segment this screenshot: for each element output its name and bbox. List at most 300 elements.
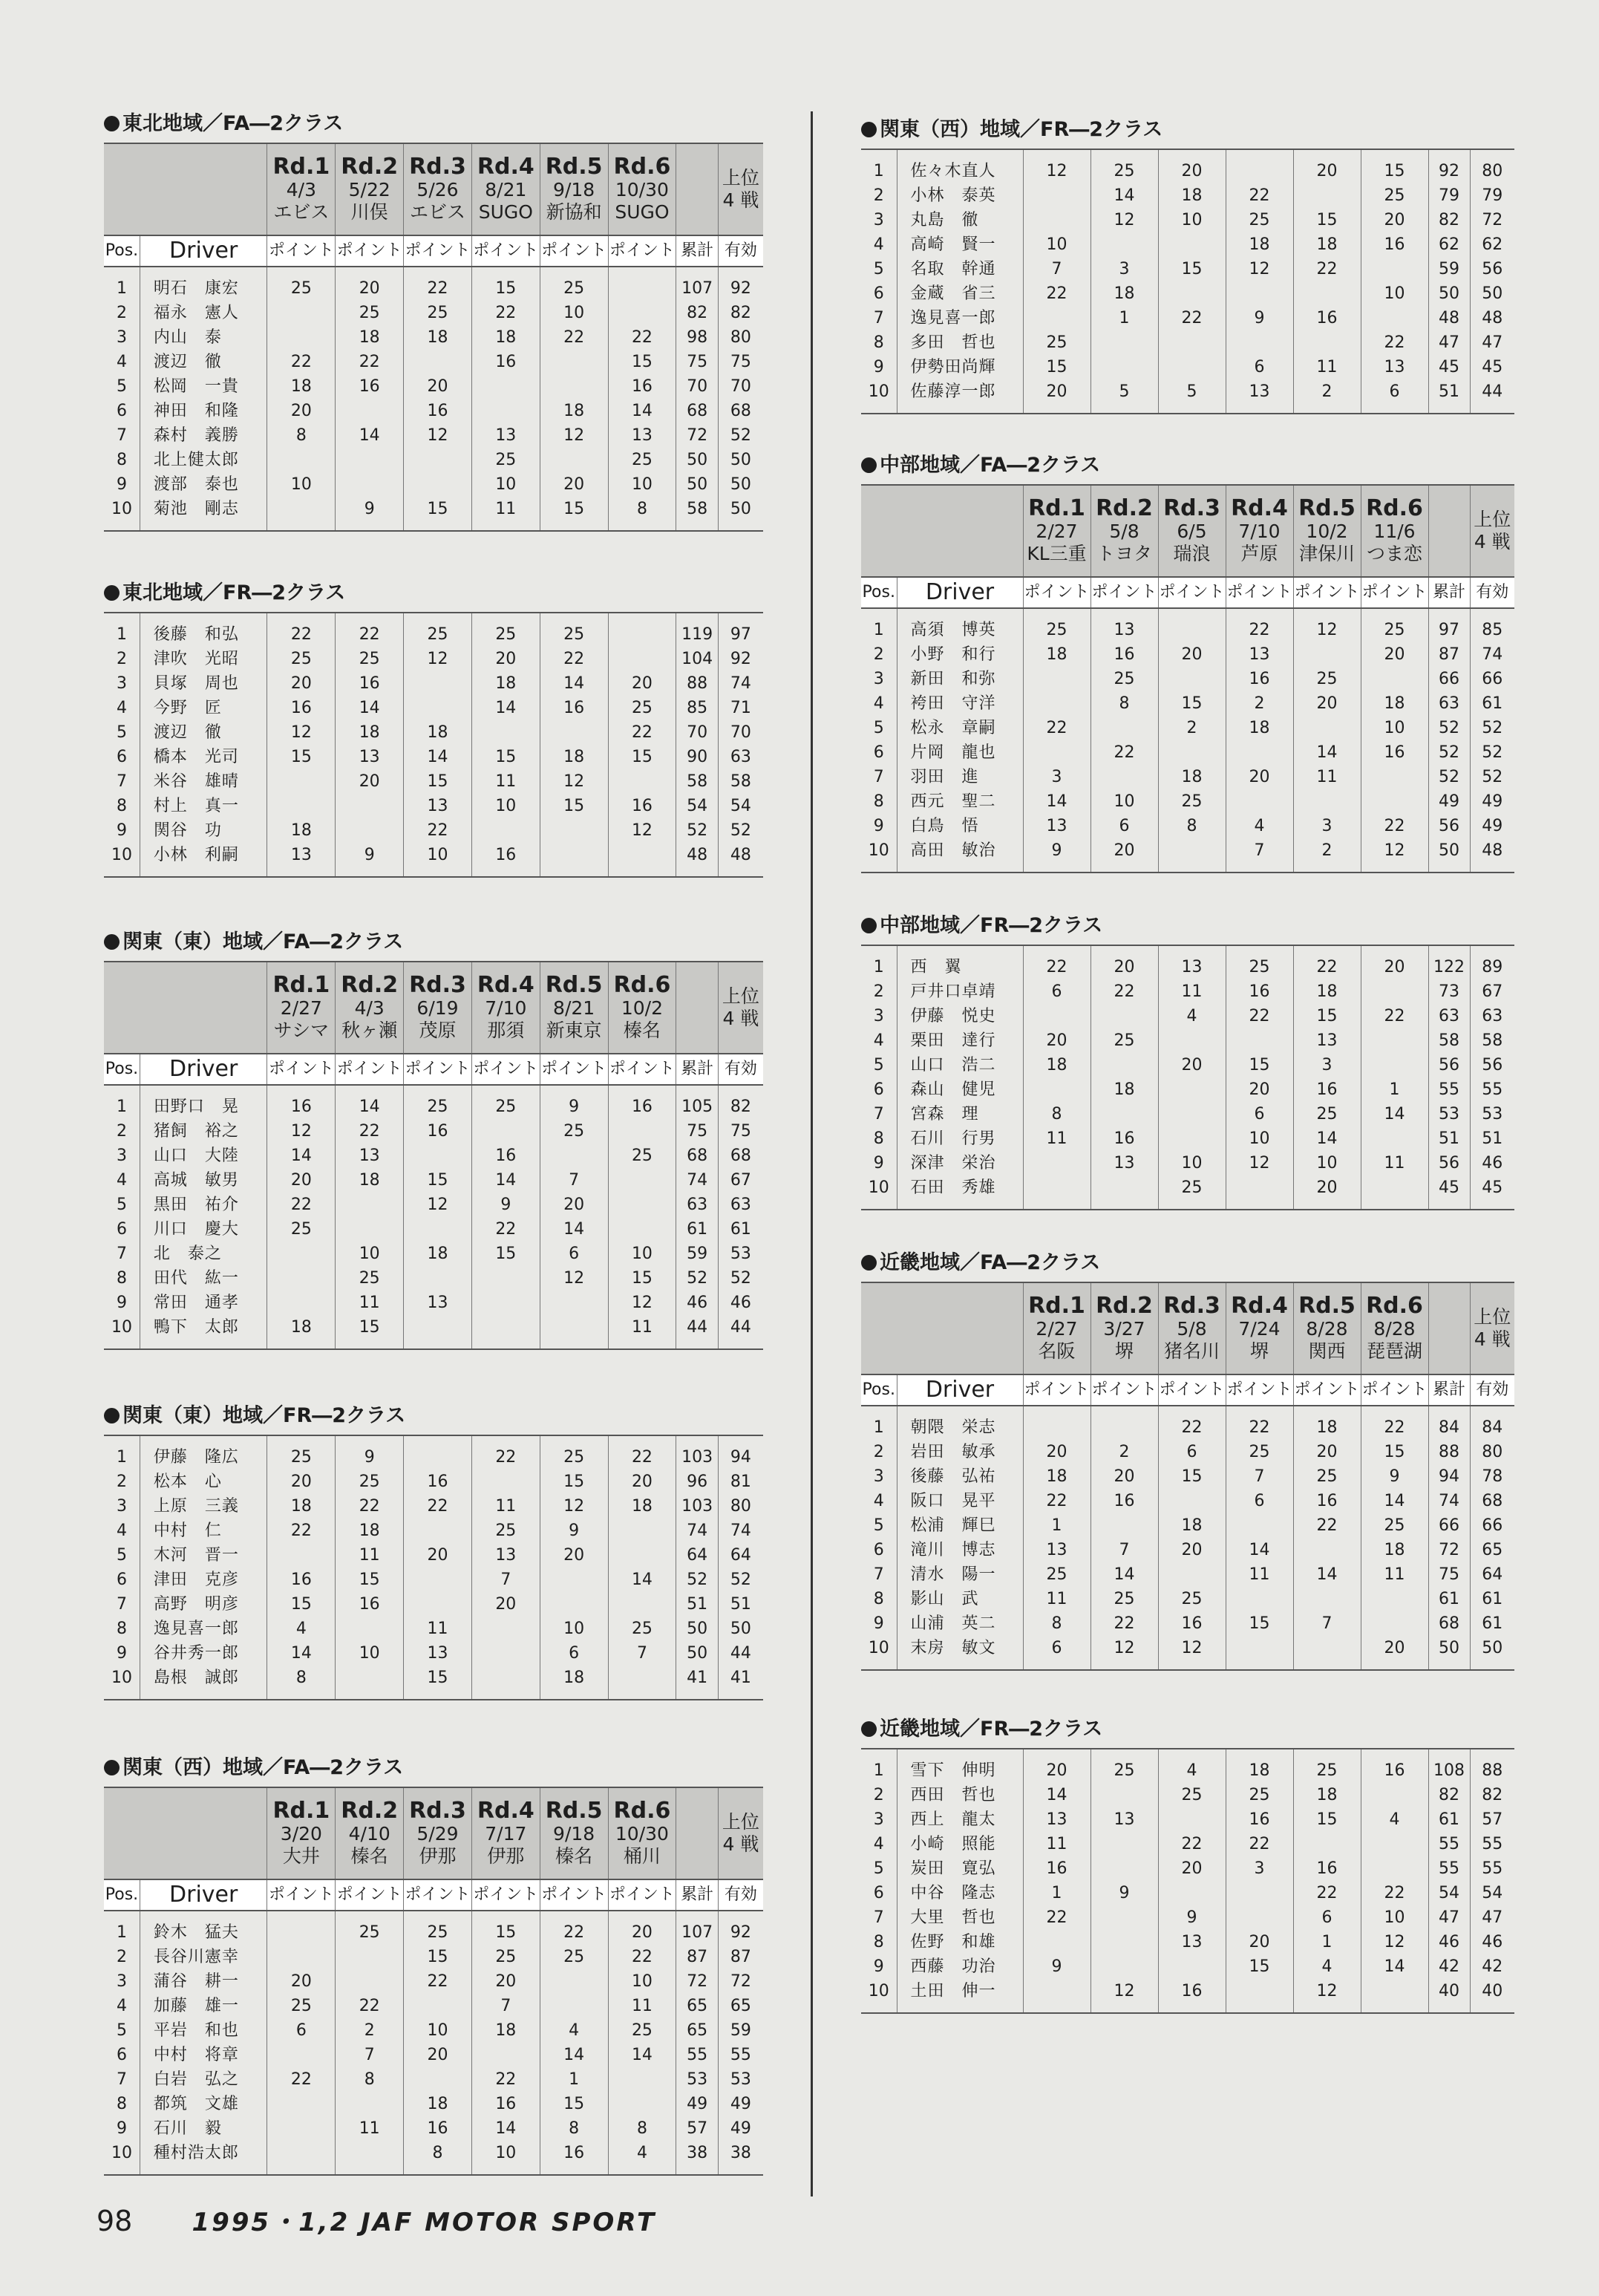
position-cell: 1	[873, 162, 884, 180]
points-cell: 6	[1293, 1905, 1361, 1930]
points-cell	[1226, 159, 1293, 183]
points-cell	[471, 1617, 540, 1641]
round-header	[336, 1787, 404, 1879]
points-cell	[608, 1119, 676, 1144]
points-cell: 10	[608, 1242, 676, 1266]
points-cell: 16	[471, 1144, 540, 1168]
total-cell: 62	[1428, 232, 1470, 257]
points-cell: 20	[540, 472, 608, 497]
table-row	[861, 765, 1514, 789]
driver-name-cell: 石川 毅	[140, 2116, 267, 2141]
round-rd: Rd.3	[409, 1798, 466, 1824]
points-cell: 22	[1023, 281, 1090, 306]
points-cell	[1023, 183, 1090, 208]
round-venue: 榛名	[555, 1845, 593, 1867]
table-row	[861, 1126, 1514, 1151]
points-cell: 7	[1293, 1611, 1361, 1636]
driver-name-cell: 田代 紘一	[140, 1266, 267, 1291]
points-cell: 25	[336, 301, 404, 325]
section-title-text: 東北地域／FR―2クラス	[122, 581, 346, 604]
total-cell: 107	[676, 1920, 719, 1945]
points-cell: 18	[267, 1494, 336, 1519]
driver-name-cell: 高城 敏男	[140, 1168, 267, 1193]
points-cell	[1226, 1905, 1293, 1930]
points-cell	[540, 1291, 608, 1315]
points-cell: 10	[471, 794, 540, 818]
driver-name-cell: 佐野 和雄	[897, 1930, 1023, 1954]
points-cell: 18	[1090, 281, 1158, 306]
driver-name-cell: 北上健太郎	[140, 448, 267, 472]
points-cell: 4	[267, 1617, 336, 1641]
round-venue: 桶川	[623, 1845, 661, 1867]
points-cell	[336, 818, 404, 843]
points-header: ポイント	[608, 1054, 676, 1085]
points-cell	[1158, 1126, 1226, 1151]
driver-name-cell: 蒲谷 耕一	[140, 1969, 267, 1994]
total-cell: 75	[676, 1119, 719, 1144]
table-row	[861, 716, 1514, 740]
points-cell: 25	[540, 276, 608, 301]
points-cell: 14	[471, 2116, 540, 2141]
table-row	[861, 1415, 1514, 1440]
table-row	[861, 1562, 1514, 1587]
position-cell: 1	[873, 1761, 884, 1780]
driver-name-cell: 西 翼	[897, 955, 1023, 979]
points-cell: 25	[1293, 667, 1361, 691]
total-cell: 88	[676, 671, 719, 696]
points-cell: 25	[471, 1095, 540, 1119]
points-cell: 4	[608, 2141, 676, 2165]
points-cell	[1226, 1881, 1293, 1905]
position-cell: 3	[873, 211, 884, 229]
points-cell	[540, 843, 608, 867]
points-cell	[1023, 208, 1090, 232]
points-header: ポイント	[404, 235, 472, 267]
points-cell	[267, 1945, 336, 1969]
points-cell	[267, 1291, 336, 1315]
total-header-blank	[676, 143, 719, 235]
points-cell: 16	[1226, 1807, 1293, 1832]
round-header	[336, 962, 404, 1054]
points-cell: 25	[1158, 1175, 1226, 1200]
points-cell	[608, 276, 676, 301]
driver-name-cell: 片岡 龍也	[897, 740, 1023, 765]
points-cell: 10	[1090, 789, 1158, 814]
top4-label: 上位	[1474, 509, 1511, 530]
driver-name-cell: 中村 仁	[140, 1519, 267, 1543]
position-cell: 2	[116, 1472, 127, 1491]
points-header: ポイント	[1090, 1374, 1158, 1406]
points-cell: 11	[1361, 1151, 1428, 1175]
points-cell: 16	[471, 843, 540, 867]
round-venue: 榛名	[623, 1020, 661, 1041]
valid-cell: 58	[1470, 1028, 1514, 1053]
points-cell	[608, 1543, 676, 1568]
points-cell: 15	[608, 745, 676, 769]
points-cell: 25	[1361, 1513, 1428, 1538]
driver-name-cell: 渡部 泰也	[140, 472, 267, 497]
table-row	[104, 448, 763, 472]
valid-cell: 46	[1470, 1151, 1514, 1175]
valid-header: 有効	[718, 1054, 763, 1085]
points-cell	[471, 1119, 540, 1144]
position-cell: 7	[116, 772, 127, 791]
points-cell: 13	[404, 1641, 472, 1666]
top4-label: 4 戦	[722, 189, 759, 211]
points-cell: 6	[267, 2018, 336, 2043]
points-cell	[1090, 1832, 1158, 1856]
points-cell: 4	[540, 2018, 608, 2043]
round-header	[540, 143, 608, 235]
driver-name-cell: 鈴木 猛夫	[140, 1920, 267, 1945]
points-cell: 10	[608, 472, 676, 497]
points-cell: 25	[404, 1920, 472, 1945]
points-cell: 18	[540, 399, 608, 423]
points-cell: 15	[336, 1315, 404, 1340]
position-cell: 10	[111, 846, 132, 864]
points-cell	[1226, 1979, 1293, 2003]
points-cell: 10	[540, 301, 608, 325]
position-cell: 7	[873, 1565, 884, 1584]
driver-name-cell: 川口 慶大	[140, 1217, 267, 1242]
points-cell: 16	[540, 2141, 608, 2165]
table-row	[104, 647, 763, 671]
total-cell: 55	[1428, 1077, 1470, 1102]
round-rd: Rd.6	[1366, 1293, 1423, 1319]
points-cell: 5	[1090, 379, 1158, 404]
points-cell: 25	[267, 276, 336, 301]
points-cell: 6	[540, 1242, 608, 1266]
total-cell: 53	[676, 2067, 719, 2092]
valid-header: 有効	[718, 1879, 763, 1911]
points-cell: 15	[336, 1568, 404, 1592]
driver-header: Driver	[140, 1879, 267, 1911]
points-header: ポイント	[1361, 1374, 1428, 1406]
points-cell	[1023, 667, 1090, 691]
points-cell	[267, 1242, 336, 1266]
table-row	[861, 979, 1514, 1004]
table-row	[104, 2092, 763, 2116]
position-cell: 2	[873, 1443, 884, 1461]
valid-cell: 53	[718, 1242, 763, 1266]
valid-cell: 55	[718, 2043, 763, 2067]
table-row	[104, 671, 763, 696]
points-cell: 16	[1158, 1979, 1226, 2003]
total-cell: 107	[676, 276, 719, 301]
driver-name-cell: 伊藤 悦史	[897, 1004, 1023, 1028]
points-cell: 13	[1023, 814, 1090, 838]
points-cell: 3	[1090, 257, 1158, 281]
total-cell: 63	[676, 1193, 719, 1217]
position-cell: 9	[116, 1644, 127, 1663]
round-date: 6/5	[1177, 521, 1207, 542]
points-cell: 10	[1361, 281, 1428, 306]
valid-cell: 63	[718, 745, 763, 769]
total-cell: 40	[1428, 1979, 1470, 2003]
standings-table	[104, 961, 763, 1350]
total-cell: 105	[676, 1095, 719, 1119]
points-cell: 14	[1023, 1783, 1090, 1807]
points-cell: 12	[540, 769, 608, 794]
points-cell: 11	[1158, 979, 1226, 1004]
points-cell: 20	[1293, 1440, 1361, 1464]
total-cell: 51	[676, 1592, 719, 1617]
table-row	[861, 955, 1514, 979]
valid-cell: 80	[718, 1494, 763, 1519]
points-cell: 22	[1293, 1881, 1361, 1905]
points-cell	[336, 2092, 404, 2116]
points-cell: 12	[1090, 1636, 1158, 1660]
position-cell: 2	[116, 1122, 127, 1141]
points-cell: 15	[404, 497, 472, 521]
valid-cell: 50	[1470, 1636, 1514, 1660]
points-cell	[404, 1994, 472, 2018]
points-cell: 10	[336, 1641, 404, 1666]
points-cell: 22	[267, 622, 336, 647]
round-venue: 琵琶湖	[1366, 1340, 1422, 1362]
valid-cell: 52	[1470, 740, 1514, 765]
section-title	[104, 579, 763, 607]
header-blank	[104, 1787, 267, 1879]
valid-cell: 82	[718, 1095, 763, 1119]
driver-name-cell: 小崎 照能	[897, 1832, 1023, 1856]
position-cell: 10	[868, 1639, 889, 1657]
position-cell: 3	[116, 1497, 127, 1516]
points-cell: 20	[267, 671, 336, 696]
total-cell: 52	[1428, 740, 1470, 765]
points-cell: 22	[608, 325, 676, 350]
valid-cell: 70	[718, 374, 763, 399]
points-cell: 10	[1293, 1151, 1361, 1175]
points-cell	[404, 1568, 472, 1592]
points-cell: 16	[471, 2092, 540, 2116]
points-cell	[608, 622, 676, 647]
points-cell: 18	[1226, 1758, 1293, 1783]
pos-header: Pos.	[861, 577, 897, 608]
points-cell: 11	[1361, 1562, 1428, 1587]
table-row	[104, 1242, 763, 1266]
points-cell	[1293, 183, 1361, 208]
points-cell: 14	[1293, 1126, 1361, 1151]
points-header: ポイント	[267, 235, 336, 267]
points-cell: 15	[471, 745, 540, 769]
section-title-text: 近畿地域／FR―2クラス	[880, 1718, 1103, 1741]
table-row	[861, 667, 1514, 691]
total-cell: 50	[676, 448, 719, 472]
position-cell: 5	[116, 2021, 127, 2040]
table-row	[861, 1954, 1514, 1979]
position-cell: 5	[116, 723, 127, 742]
points-cell: 15	[1158, 1464, 1226, 1489]
driver-name-cell: 西上 龍太	[897, 1807, 1023, 1832]
round-date: 9/18	[553, 179, 595, 200]
round-venue: 秋ヶ瀬	[341, 1020, 398, 1041]
section-title-text: 関東（西）地域／FA―2クラス	[122, 1756, 404, 1779]
points-cell: 12	[1226, 257, 1293, 281]
points-cell	[1361, 1611, 1428, 1636]
bullet-icon	[104, 1760, 120, 1775]
points-cell: 2	[1293, 838, 1361, 863]
points-cell: 18	[404, 1242, 472, 1266]
points-cell: 25	[404, 301, 472, 325]
top4-header	[1470, 485, 1514, 577]
points-cell: 16	[1293, 1489, 1361, 1513]
round-header	[404, 143, 472, 235]
valid-cell: 85	[1470, 618, 1514, 642]
valid-cell: 80	[1470, 159, 1514, 183]
position-cell: 4	[116, 1522, 127, 1540]
points-cell: 22	[1361, 1881, 1428, 1905]
points-cell: 16	[404, 1470, 472, 1494]
points-cell: 20	[608, 1470, 676, 1494]
round-date: 7/10	[485, 997, 527, 1019]
points-cell	[1361, 667, 1428, 691]
points-cell: 2	[1293, 379, 1361, 404]
valid-cell: 78	[1470, 1464, 1514, 1489]
points-header: ポイント	[1293, 577, 1361, 608]
position-cell: 5	[873, 260, 884, 278]
points-cell: 9	[1023, 1954, 1090, 1979]
table-row	[861, 1053, 1514, 1077]
points-cell	[608, 1519, 676, 1543]
points-cell: 20	[608, 671, 676, 696]
total-cell: 73	[1428, 979, 1470, 1004]
points-cell: 25	[1090, 1587, 1158, 1611]
points-cell: 15	[1226, 1954, 1293, 1979]
points-cell: 13	[404, 1291, 472, 1315]
round-venue: 大井	[282, 1845, 320, 1867]
points-cell: 15	[1226, 1053, 1293, 1077]
section-title	[861, 451, 1514, 480]
total-cell: 70	[676, 720, 719, 745]
driver-name-cell: 島根 誠郎	[140, 1666, 267, 1690]
points-cell: 22	[608, 720, 676, 745]
driver-name-cell: 羽田 進	[897, 765, 1023, 789]
points-cell	[1090, 1102, 1158, 1126]
points-cell: 22	[1361, 1004, 1428, 1028]
valid-cell: 70	[718, 720, 763, 745]
position-cell: 8	[116, 2095, 127, 2113]
total-cell: 59	[676, 1242, 719, 1266]
points-cell: 18	[540, 745, 608, 769]
round-date: 5/29	[416, 1823, 459, 1845]
points-cell: 14	[1361, 1954, 1428, 1979]
points-cell: 16	[1023, 1856, 1090, 1881]
points-cell: 20	[608, 1920, 676, 1945]
valid-cell: 55	[1470, 1077, 1514, 1102]
position-cell: 9	[873, 1957, 884, 1976]
valid-cell: 88	[1470, 1758, 1514, 1783]
points-cell	[404, 1144, 472, 1168]
total-cell: 75	[1428, 1562, 1470, 1587]
points-cell	[1090, 765, 1158, 789]
valid-header: 有効	[718, 235, 763, 267]
points-cell: 16	[336, 374, 404, 399]
points-cell: 25	[267, 1217, 336, 1242]
driver-name-cell: 鴨下 太郎	[140, 1315, 267, 1340]
points-cell: 6	[1361, 379, 1428, 404]
points-cell: 20	[336, 769, 404, 794]
points-cell: 12	[404, 1193, 472, 1217]
points-cell	[1226, 740, 1293, 765]
position-cell: 3	[116, 1147, 127, 1165]
points-cell: 18	[267, 818, 336, 843]
round-header	[267, 143, 336, 235]
valid-cell: 74	[718, 1519, 763, 1543]
valid-cell: 48	[1470, 838, 1514, 863]
total-cell: 55	[676, 2043, 719, 2067]
driver-name-cell: 菊池 剛志	[140, 497, 267, 521]
bullet-icon	[861, 1721, 877, 1737]
round-venue: サシマ	[273, 1020, 330, 1041]
table-row	[104, 622, 763, 647]
points-cell: 13	[1090, 1807, 1158, 1832]
driver-name-cell: 猪飼 裕之	[140, 1119, 267, 1144]
round-date: 2/27	[1036, 521, 1078, 542]
valid-cell: 61	[1470, 691, 1514, 716]
points-cell: 18	[267, 374, 336, 399]
table-row	[861, 789, 1514, 814]
points-cell: 15	[404, 1666, 472, 1690]
position-cell: 10	[868, 841, 889, 860]
points-cell: 9	[1361, 1464, 1428, 1489]
total-cell: 52	[1428, 716, 1470, 740]
points-cell	[404, 1266, 472, 1291]
points-cell: 20	[540, 1193, 608, 1217]
points-cell: 25	[404, 1095, 472, 1119]
position-cell: 8	[873, 792, 884, 811]
total-cell: 90	[676, 745, 719, 769]
valid-cell: 80	[1470, 1440, 1514, 1464]
total-cell: 55	[1428, 1856, 1470, 1881]
points-cell	[540, 1144, 608, 1168]
points-cell: 20	[471, 647, 540, 671]
table-row	[861, 159, 1514, 183]
driver-name-cell: 金蔵 省三	[897, 281, 1023, 306]
driver-name-cell: 橋本 光司	[140, 745, 267, 769]
points-cell: 25	[1226, 1783, 1293, 1807]
position-cell: 2	[116, 304, 127, 322]
valid-cell: 44	[718, 1315, 763, 1340]
points-cell: 14	[540, 1217, 608, 1242]
points-cell: 22	[471, 1217, 540, 1242]
round-rd: Rd.2	[341, 154, 399, 180]
driver-name-cell: 高野 明彦	[140, 1592, 267, 1617]
driver-name-cell: 山浦 英二	[897, 1611, 1023, 1636]
points-cell: 12	[1293, 618, 1361, 642]
round-rd: Rd.6	[613, 1798, 671, 1824]
total-cell: 50	[1428, 1636, 1470, 1660]
position-cell: 1	[873, 621, 884, 639]
points-cell: 13	[1090, 618, 1158, 642]
points-cell: 16	[404, 1119, 472, 1144]
points-cell: 3	[1023, 765, 1090, 789]
points-cell	[1361, 1783, 1428, 1807]
points-cell	[1023, 306, 1090, 330]
points-cell	[404, 671, 472, 696]
total-cell: 75	[676, 350, 719, 374]
total-header: 累計	[1428, 577, 1470, 608]
valid-cell: 46	[718, 1291, 763, 1315]
round-rd: Rd.4	[1231, 495, 1288, 521]
total-cell: 58	[676, 769, 719, 794]
driver-name-cell: 影山 武	[897, 1587, 1023, 1611]
section-title-text: 東北地域／FA―2クラス	[122, 112, 344, 135]
points-cell: 16	[1226, 979, 1293, 1004]
points-cell: 20	[1158, 642, 1226, 667]
points-cell	[471, 1470, 540, 1494]
table-row	[861, 1905, 1514, 1930]
